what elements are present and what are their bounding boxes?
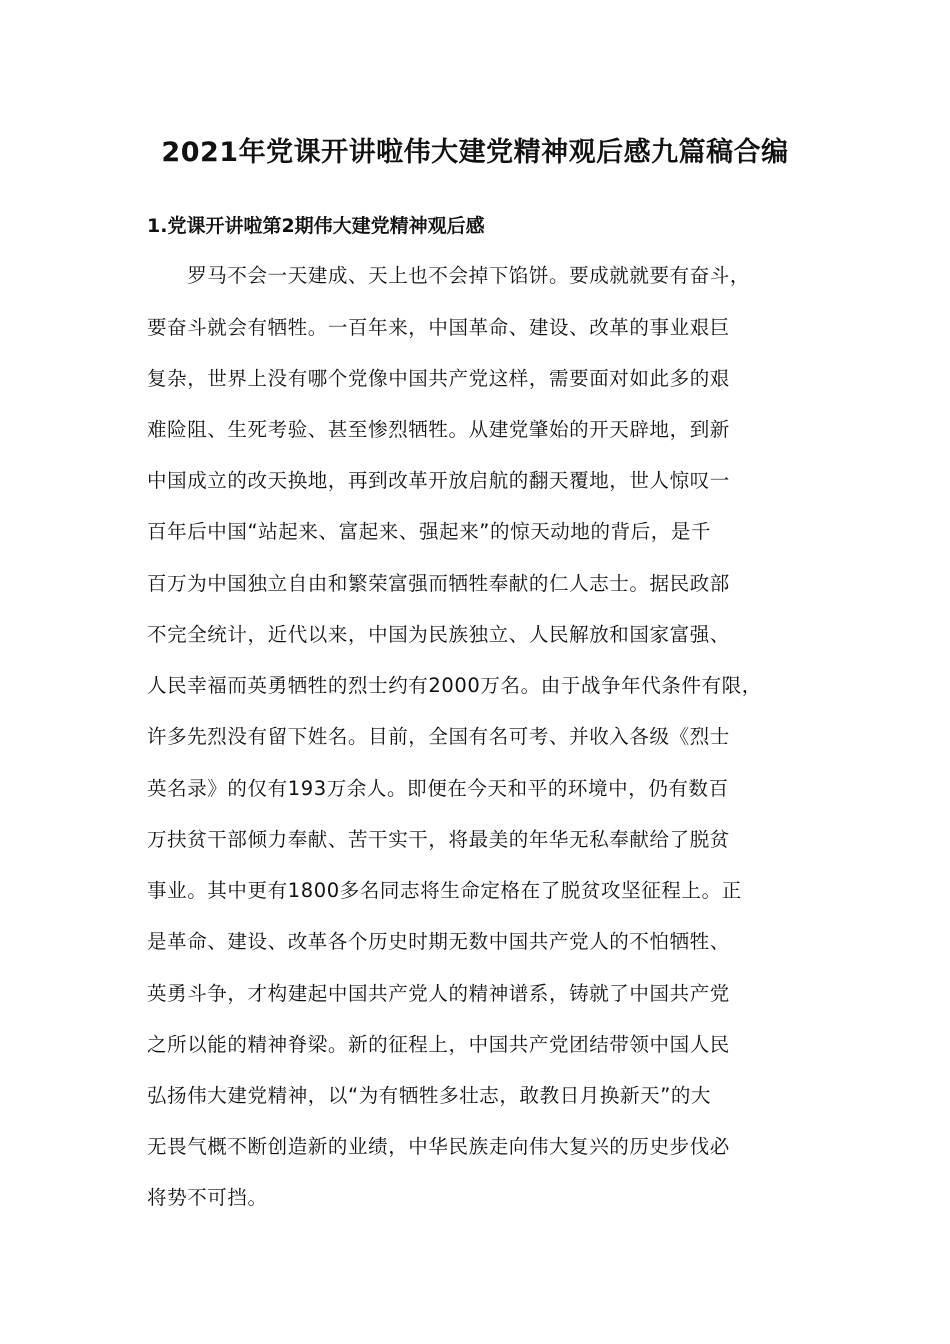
document-title: 2021年党课开讲啦伟大建党精神观后感九篇稿合编: [161, 137, 789, 168]
paragraph-line: 是革命、建设、改革各个历史时期无数中国共产党人的不怕牺牲、: [147, 930, 730, 953]
paragraph-line: 难险阻、生死考验、甚至惨烈牺牲。从建党肇始的开天辟地，到新: [147, 418, 730, 441]
paragraph-line: 无畏气概不断创造新的业绩，中华民族走向伟大复兴的历史步伐必: [147, 1135, 730, 1158]
paragraph-line: 之所以能的精神脊梁。新的征程上，中国共产党团结带领中国人民: [147, 1033, 730, 1056]
paragraph-line: 英名录》的仅有193万余人。即便在今天和平的环境中，仍有数百: [147, 777, 729, 800]
paragraph-line: 不完全统计，近代以来，中国为民族独立、人民解放和国家富强、: [147, 623, 730, 646]
paragraph-line: 要奋斗就会有牺牲。一百年来，中国革命、建设、改革的事业艰巨: [147, 316, 730, 339]
paragraph-line: 万扶贫干部倾力奉献、苦干实干，将最美的年华无私奉献给了脱贫: [147, 828, 730, 851]
paragraph-line: 将势不可挡。: [147, 1186, 268, 1209]
paragraph-line: 英勇斗争，才构建起中国共产党人的精神谱系，铸就了中国共产党: [147, 982, 730, 1005]
paragraph-line: 人民幸福而英勇牺牲的烈士约有2000万名。由于战争年代条件有限，: [147, 674, 762, 697]
paragraph-line: 百年后中国“站起来、富起来、强起来”的惊天动地的背后，是千: [147, 520, 712, 543]
paragraph-line: 弘扬伟大建党精神，以“为有牺牲多壮志，敢教日月换新天”的大: [147, 1084, 712, 1107]
paragraph-line: 百万为中国独立自由和繁荣富强而牺牲奉献的仁人志士。据民政部: [147, 572, 730, 595]
section-heading: 1.党课开讲啦第2期伟大建党精神观后感: [147, 215, 485, 237]
paragraph-line: 罗马不会一天建成、天上也不会掉下馅饼。要成就就要有奋斗，: [147, 264, 751, 287]
paragraph-line: 许多先烈没有留下姓名。目前，全国有名可考、并收入各级《烈士: [147, 725, 730, 748]
paragraph-line: 中国成立的改天换地，再到改革开放启航的翻天覆地，世人惊叹一: [147, 469, 730, 492]
paragraph-line: 事业。其中更有1800多名同志将生命定格在了脱贫攻坚征程上。正: [147, 879, 742, 902]
paragraph-line: 复杂，世界上没有哪个党像中国共产党这样，需要面对如此多的艰: [147, 367, 730, 390]
